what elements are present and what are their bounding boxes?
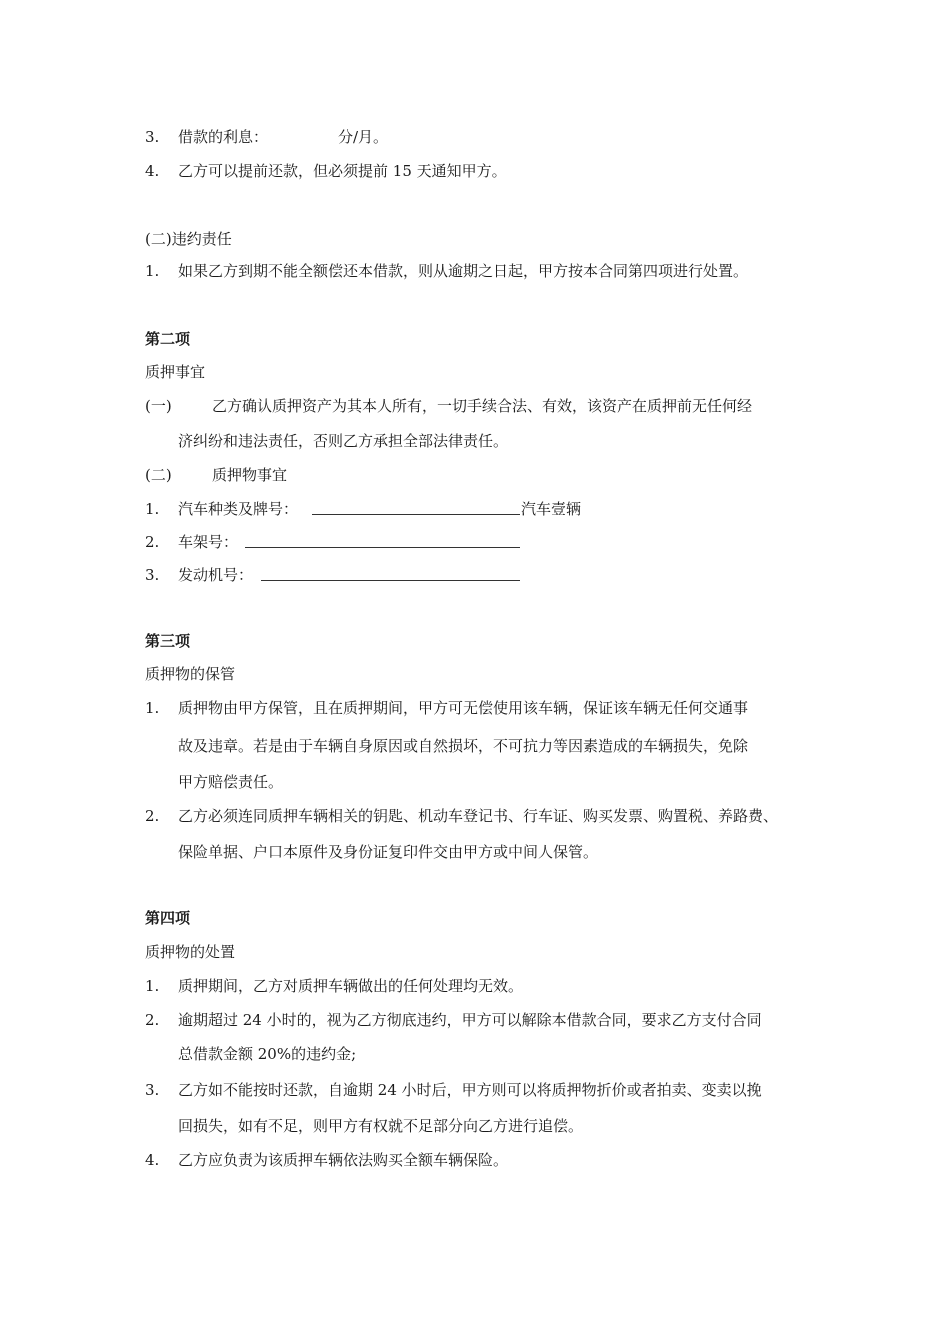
item-number: 1. [145, 977, 160, 995]
item-label: 车架号： [178, 533, 239, 551]
item-line: 故及违章。若是由于车辆自身原因或自然损坏，不可抗力等因素造成的车辆损失，免除 [178, 737, 749, 755]
paragraph-line: 济纠纷和违法责任，否则乙方承担全部法律责任。 [178, 432, 509, 450]
item-number: 3. [145, 566, 160, 584]
item-number: 1. [145, 699, 160, 717]
item-line: 质押物由甲方保管，且在质押期间，甲方可无偿使用该车辆，保证该车辆无任何交通事 [178, 699, 749, 717]
article-title: 第二项 [145, 330, 191, 348]
item-number: 3. [145, 1081, 160, 1099]
item-unit: 分/月。 [338, 128, 389, 146]
item-number: 2. [145, 533, 160, 551]
item-line: 回损失，如有不足，则甲方有权就不足部分向乙方进行追偿。 [178, 1117, 584, 1135]
item-suffix: 汽车壹辆 [521, 500, 582, 518]
fill-in-blank [312, 499, 520, 515]
item-number: 1. [145, 500, 160, 518]
article-subtitle: 质押事宜 [145, 363, 206, 381]
paragraph-marker: (二) [145, 466, 172, 484]
item-text: 质押期间，乙方对质押车辆做出的任何处理均无效。 [178, 977, 524, 995]
item-line: 乙方必须连同质押车辆相关的钥匙、机动车登记书、行车证、购买发票、购置税、养路费、 [178, 807, 779, 825]
item-label: 借款的利息： [178, 128, 269, 146]
item-text: 乙方应负责为该质押车辆依法购买全额车辆保险。 [178, 1151, 509, 1169]
paragraph-text: 质押物事宜 [212, 466, 288, 484]
article-subtitle: 质押物的处置 [145, 943, 236, 961]
paragraph-line: 乙方确认质押资产为其本人所有，一切手续合法、有效，该资产在质押前无任何经 [212, 397, 753, 415]
item-line: 甲方赔偿责任。 [178, 773, 284, 791]
item-number: 2. [145, 1011, 160, 1029]
item-text: 乙方可以提前还款，但必须提前 15 天通知甲方。 [178, 162, 507, 180]
article-title: 第三项 [145, 632, 191, 650]
item-number: 4. [145, 162, 160, 180]
fill-in-blank [245, 532, 520, 548]
item-label: 发动机号： [178, 566, 254, 584]
item-number: 2. [145, 807, 160, 825]
article-title: 第四项 [145, 909, 191, 927]
paragraph-marker: (一) [145, 397, 172, 415]
article-subtitle: 质押物的保管 [145, 665, 236, 683]
item-number: 1. [145, 262, 160, 280]
item-label: 汽车种类及牌号： [178, 500, 299, 518]
fill-in-blank [261, 565, 520, 581]
item-number: 3. [145, 128, 160, 146]
item-number: 4. [145, 1151, 160, 1169]
section-heading: (二)违约责任 [145, 230, 232, 248]
item-line: 逾期超过 24 小时的，视为乙方彻底违约，甲方可以解除本借款合同，要求乙方支付合同 [178, 1011, 762, 1029]
item-line: 乙方如不能按时还款，自逾期 24 小时后，甲方则可以将质押物折价或者拍卖、变卖以挽 [178, 1081, 762, 1099]
item-line: 保险单据、户口本原件及身份证复印件交由甲方或中间人保管。 [178, 843, 599, 861]
item-line: 总借款金额 20%的违约金; [178, 1045, 357, 1063]
item-text: 如果乙方到期不能全额偿还本借款，则从逾期之日起，甲方按本合同第四项进行处置。 [178, 262, 749, 280]
